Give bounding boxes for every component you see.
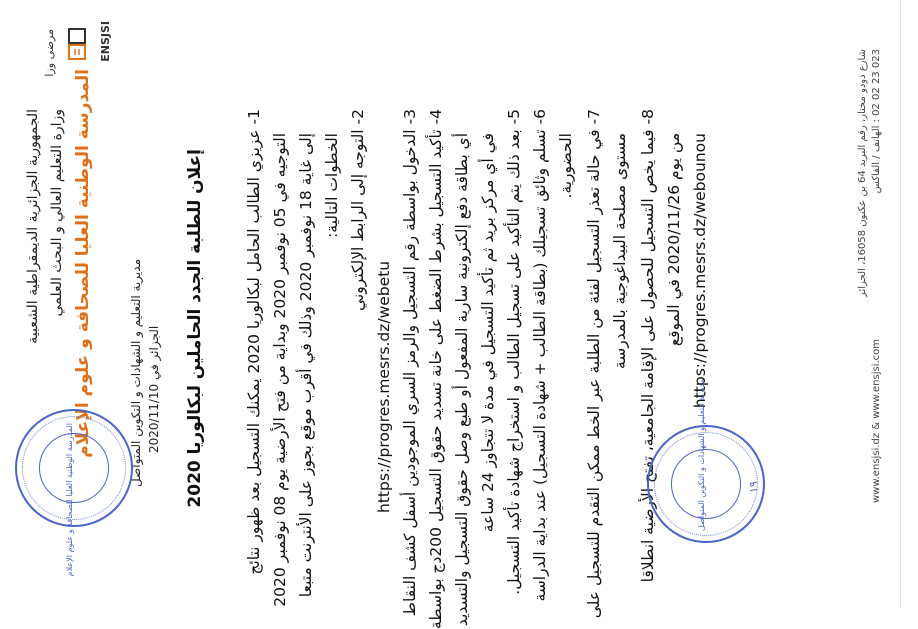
school-logo-text: ENSJSI — [99, 21, 112, 62]
place-date: الجزائر في 2020/11/10 — [147, 325, 161, 453]
announcement-title: إعلان للطلبة الجدد الحاملين لبكالوريا 2020 — [185, 149, 205, 508]
header-ministry: وزارة التعليم العالي و البحث العلمي — [49, 109, 65, 317]
seal-top-text: المدرسة الوطنية العليا للصحافة و علوم الإعلام — [65, 423, 74, 577]
item-8: 8- فيما يخص التسجيل للحصول على الإقامة الجامعية، تفتح الأرضية انطلاقا — [639, 109, 657, 583]
header-school: المدرسة الوطنية العليا للصحافة و علوم الإعلام — [73, 69, 93, 458]
footer-web[interactable]: www.ensjsi.dz & www.ensjsi.com — [871, 339, 882, 503]
item-5: 5- بعد ذلك يتم التأكيد على تسجيل الطالب و استخراج شهادة تأكيد التسجيل. — [505, 109, 523, 595]
scan-edge — [900, 0, 901, 607]
rotated-sheet — [7, 9, 887, 629]
item-6: 6- تسلم وثائق تسجيلك (بطاقة الطالب + شهادة التسجيل) عند بداية الدراسة — [531, 109, 549, 602]
seal-ring — [654, 432, 758, 536]
webounou-link[interactable]: https://progres.mesrs.dz/webounou — [691, 133, 709, 409]
item-8-line-2: من يوم 2020/11/26 في الموقع — [665, 133, 683, 347]
item-4: 4- تأكيد التسجيل بشرط الضغط على خانة تسديد حقوق التسجيل 200دج بواسطة — [427, 109, 445, 629]
school-seal-top — [15, 409, 133, 527]
item-7: 7- في حالة تعذر التسجيل لفئة من الطلبة عبر الخط ممكن التقدم للتسجيل على — [585, 109, 603, 619]
webetu-link[interactable]: https://progres.mesrs.dz/webetu — [375, 260, 393, 513]
school-logo — [65, 23, 99, 63]
school-logo-icon — [65, 23, 99, 63]
footer-address: شارع دودو مختار، رقم البريد 64 بن عكنون 16058، الجزائر — [857, 49, 868, 298]
header-republic: الجمهورية الجزائرية الديمقراطية الشعبية — [25, 109, 41, 344]
item-7-line-2: مستوى مصلحة البيداغوجية بالمدرسة — [611, 133, 629, 370]
item-1-line-3: إلى غاية 18 نوفمبر 2020 وذلك في أقرب موقع بجوز على الأنترنت متبعا — [297, 133, 315, 598]
item-1-line-4: الخطوات التالية: — [323, 133, 341, 238]
item-1-line-2: التوجيه في 05 نوفمبر 2020 وبداية من فتح الأرضية يوم 08 نوفمبر 2020 — [271, 133, 289, 607]
item-2-text: 2- التوجه إلى الرابط الإلكتروني — [349, 109, 367, 312]
footer-phone: 023 23 02 02 : الهاتف / الفاكس — [871, 49, 882, 194]
ministry-stamp-text: مرضى وزا — [43, 29, 56, 77]
item-3: 3- الدخول بواسطة رقم التسجيل والرمز السري الموجودين أسفل كشف النقاط — [401, 109, 419, 617]
item-1: 1- عزيزي الطالب الحامل لبكالوريا 2020 يمكنك التسجيل بعد ظهور نتائج — [245, 109, 263, 575]
seal-center-text: مديرية التعليم و الشهادات و التكوين المتواصل — [697, 378, 706, 531]
seal-ring — [22, 416, 126, 520]
item-2 — [349, 109, 367, 311]
seal-number: ١٩ — [747, 481, 760, 493]
item-6-line-2: الحضورية. — [557, 133, 575, 199]
item-4-line-3: في أي مركز بريد ثم تأكيد التسجيل في مدة لا تتجاوز 24 ساعة — [479, 133, 497, 533]
item-4-line-2: أي بطاقة دفع إلكترونية سارية المفعول أو طبع وصل حقوق التسجيل والتسديد — [453, 133, 471, 627]
directorate: مديرية التعليم و الشهادات و التكوين المتواصل — [129, 259, 143, 488]
